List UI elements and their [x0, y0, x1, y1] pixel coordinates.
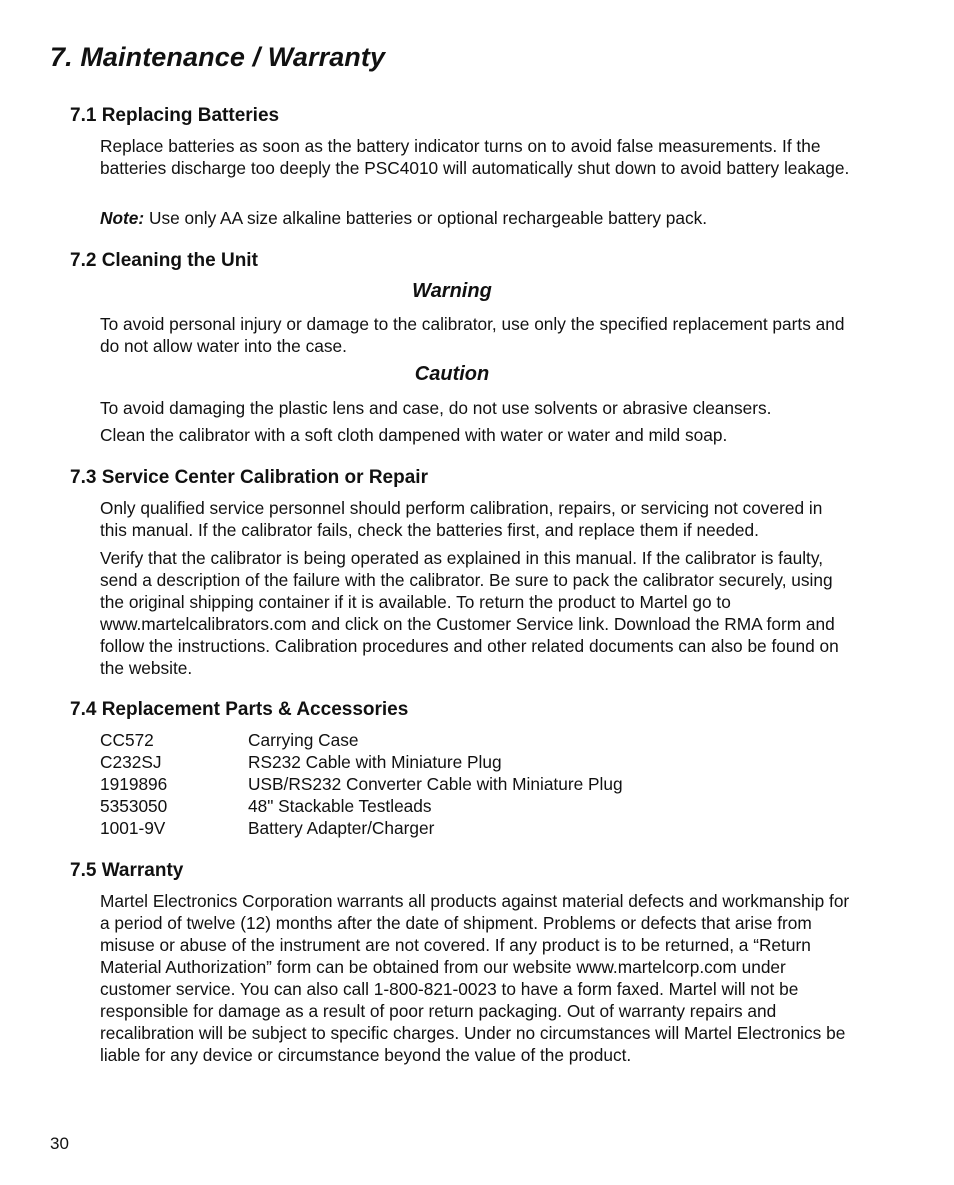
table-row: [100, 729, 623, 751]
table-row: [100, 795, 623, 817]
table-row: [100, 773, 623, 795]
batteries-paragraph: Replace batteries as soon as the battery indicator turns on to avoid false measurements. If the batteries discharge too deeply the PSC4010 will automatically shut down to avoid battery leakage.: [100, 136, 850, 178]
part-code: 5353050: [100, 796, 168, 816]
part-code: CC572: [100, 730, 154, 750]
section-heading-parts: 7.4 Replacement Parts & Accessories: [70, 699, 409, 720]
warning-label: Warning: [412, 280, 492, 302]
part-code: 1919896: [100, 774, 168, 794]
parts-table: [100, 729, 623, 839]
cleaning-instructions: Clean the calibrator with a soft cloth dampened with water or water and mild soap.: [100, 425, 728, 445]
caution-label: Caution: [414, 363, 490, 385]
page-number: 30: [50, 1134, 69, 1153]
part-description: USB/RS232 Converter Cable with Miniature Plug: [248, 774, 623, 794]
table-row: [100, 817, 623, 839]
batteries-note: [100, 207, 852, 229]
note-text: Use only AA size alkaline batteries or optional rechargeable battery pack.: [144, 208, 708, 228]
note-label: Note:: [100, 208, 145, 228]
warranty-paragraph: Martel Electronics Corporation warrants all products against material defects and workmanship for a period of twelve (12) months after the date of shipment. Problems or defects that arise from misuse or abuse of the instrument are not covered. If any product is to be returned, a “Return Material Authorization” form can be obtained from our website www.martelcorp.com under customer service. You can also call 1-800-821-0023 to have a form faxed. Martel will not be responsible for damage as a result of poor return packaging. Out of warranty repairs and recalibration will be subject to specific charges. Under no circumstances will Martel Electronics be liable for any device or circumstance beyond the value of the product.: [100, 891, 850, 1065]
part-code: 1001-9V: [100, 818, 166, 838]
page-title: 7. Maintenance / Warranty: [50, 42, 386, 72]
part-description: RS232 Cable with Miniature Plug: [248, 752, 502, 772]
part-description: Battery Adapter/Charger: [248, 818, 435, 838]
service-paragraph-1: Only qualified service personnel should perform calibration, repairs, or servicing not covered in this manual. If the calibrator fails, check the batteries first, and replace them if needed.: [100, 498, 823, 540]
service-paragraph-2: Verify that the calibrator is being operated as explained in this manual. If the calibrator is faulty, send a description of the failure with the calibrator. Be sure to pack the calibrator securely, using the original shipping container if it is available. To return the product to Martel go to www.martelcalibrators.com and click on the Customer Service link. Download the RMA form and follow the instructions. Calibration procedures and other related documents can also be found on the website.: [100, 548, 839, 678]
section-heading-batteries: 7.1 Replacing Batteries: [70, 105, 280, 126]
warning-text: To avoid personal injury or damage to the calibrator, use only the specified replacement parts and do not allow water into the case.: [100, 314, 845, 356]
part-description: 48" Stackable Testleads: [248, 796, 432, 816]
part-description: Carrying Case: [248, 730, 359, 750]
caution-text: To avoid damaging the plastic lens and case, do not use solvents or abrasive cleansers.: [100, 398, 772, 418]
part-code: C232SJ: [100, 752, 162, 772]
section-heading-service: 7.3 Service Center Calibration or Repair: [70, 467, 428, 488]
table-row: [100, 751, 623, 773]
section-heading-warranty: 7.5 Warranty: [70, 860, 184, 881]
section-heading-cleaning: 7.2 Cleaning the Unit: [70, 250, 258, 271]
